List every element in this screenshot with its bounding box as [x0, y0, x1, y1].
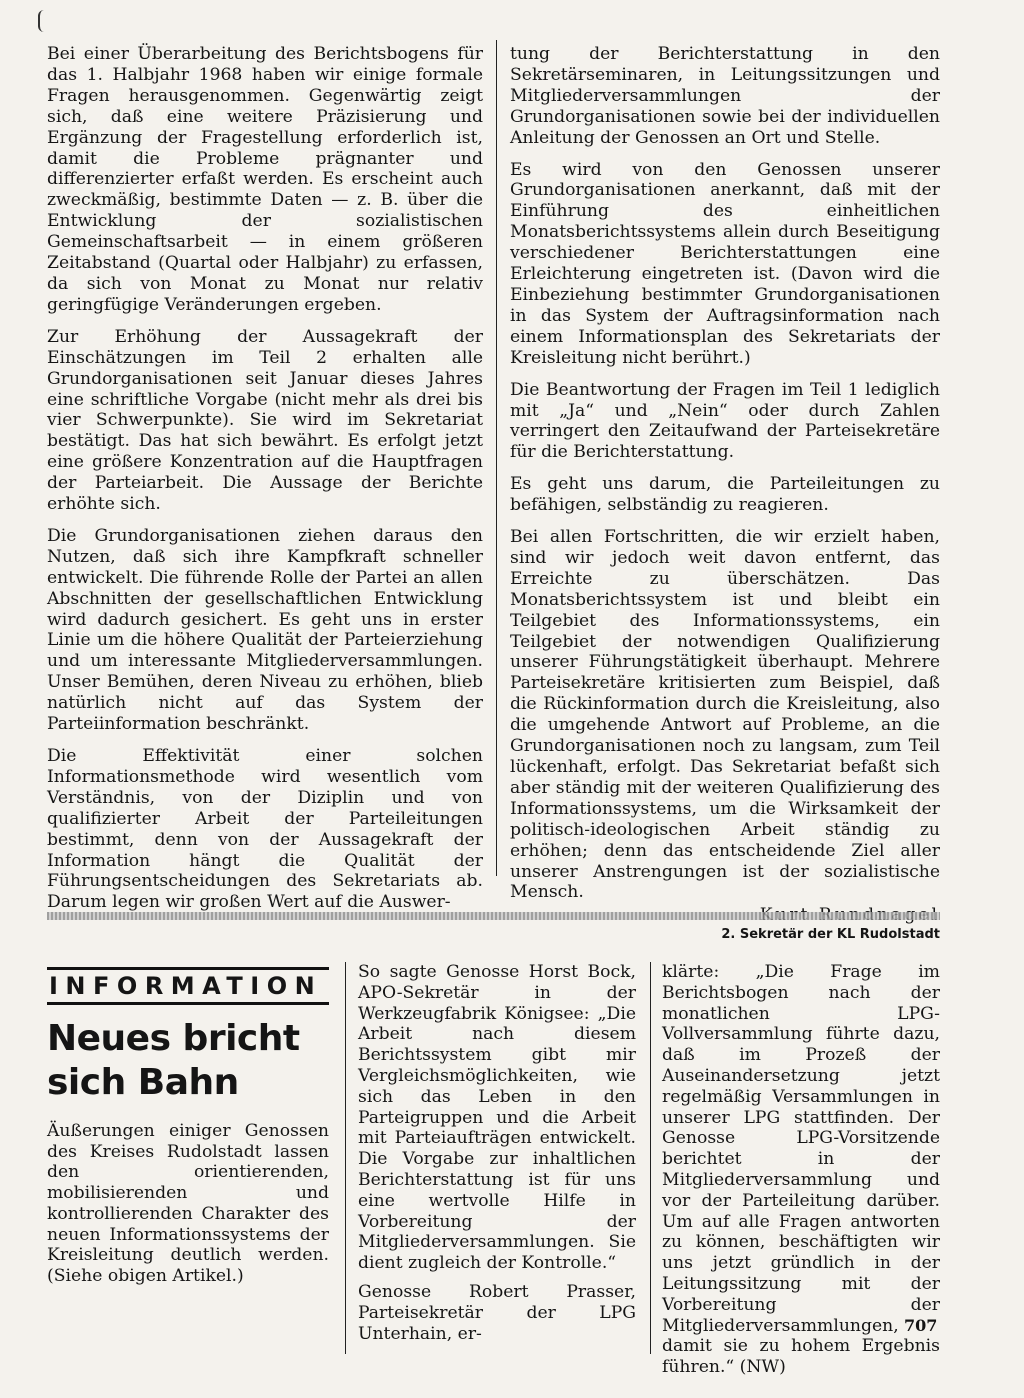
info-column-2: [662, 962, 940, 1386]
page-number: 707: [904, 1316, 938, 1335]
headline: Neues bricht sich Bahn: [47, 1018, 300, 1103]
paragraph: So sagte Genosse Horst Bock, APO-Sekretär in der Werkzeugfabrik Königsee: „Die Arbeit nach diesem Berichtssystem gibt mir Vergleichsmöglichkeiten, wie sich das Leben in den Parteigruppen und die Arbeit mit Parteiaufträgen entwickelt. Die Vorgabe zur inhaltlichen Berichterstattung ist für uns eine wertvolle Hilfe in Vorbereitung der Mitgliederversammlungen. Sie dient zugleich der Kontrolle.“: [358, 962, 636, 1274]
paragraph: Die Grundorganisationen ziehen daraus den Nutzen, daß sich ihre Kampfkraft schneller entwickelt. Die führende Rolle der Partei an allen Abschnitten der gesellschaftlichen Entwicklung wird dadurch gesichert. Es geht uns in erster Linie um die höhere Qualität der Parteierziehung und um interessante Mitgliederversammlungen. Unser Bemühen, deren Niveau zu erhöhen, blieb natürlich nicht auf das System der Parteiinformation beschränkt.: [47, 525, 483, 735]
section-divider: [47, 912, 940, 920]
paragraph: Es geht uns darum, die Parteileitungen zu befähigen, selbständig zu reagieren.: [510, 474, 940, 516]
paragraph: klärte: „Die Frage im Berichtsbogen nach der monatlichen LPG-Vollversammlung führte dazu, daß im Prozeß der Auseinandersetzung jetzt regelmäßig Versammlungen in unserer LPG stattfinden. Der Genosse LPG-Vorsitzende berichtet in der Mitgliederversammlung und vor der Parteileitung darüber. Um auf alle Fragen antworten zu können, beschäftigten wir uns jetzt gründlich in der Leitungssitzung mit der Vorbereitung der Mitgliederversammlungen, damit sie zu hohem Ergebnis führen.“ (NW): [662, 962, 940, 1378]
scan-corner-mark: [38, 10, 46, 32]
lead-paragraph: Äußerungen einiger Genossen des Kreises Rudolstadt lassen den orientierenden, mobilisierenden und kontrollierenden Charakter des neuen Informationssystems der Kreisleitung deutlich werden. (Siehe obigen Artikel.): [47, 1121, 329, 1286]
paragraph: Bei einer Überarbeitung des Berichtsbogens für das 1. Halbjahr 1968 haben wir einige formale Fragen herausgenommen. Gegenwärtig zeigt sich, daß eine weitere Präzisierung und Ergänzung der Fragestellung erforderlich ist, damit die Probleme prägnanter und differenzierter erfaßt werden. Es erscheint auch zweckmäßig, bestimmte Daten — z. B. über die Entwicklung der sozialistischen Gemeinschaftsarbeit — in einem größeren Zeitabstand (Quartal oder Halbjahr) zu erfassen, da sich von Monat zu Monat nur relativ geringfügige Veränderungen ergeben.: [47, 44, 483, 315]
paragraph: tung der Berichterstattung in den Sekretärseminaren, in Leitungssitzungen und Mitgliederversammlungen der Grundorganisationen sowie bei der individuellen Anleitung der Genossen an Ort und Stelle.: [510, 44, 940, 148]
paragraph: Zur Erhöhung der Aussagekraft der Einschätzungen im Teil 2 erhalten alle Grundorganisationen seit Januar dieses Jahres eine schriftliche Vorgabe (nicht mehr als drei bis vier Schwerpunkte). Sie wird im Sekretariat bestätigt. Das hat sich bewährt. Es erfolgt jetzt eine größere Konzentration auf die Hauptfragen der Parteiarbeit. Die Aussage der Berichte erhöhte sich.: [47, 326, 483, 515]
paragraph: Es wird von den Genossen unserer Grundorganisationen anerkannt, daß mit der Einführung des einheitlichen Monatsberichtssystems allein durch Beseitigung verschiedener Berichterstattungen eine Erleichterung eingetreten ist. (Davon wird die Einbeziehung bestimmter Grundorganisationen in das System der Auftragsinformation nach einem Informationsplan des Sekretariats der Kreisleitung nicht berührt.): [510, 159, 940, 368]
info-header: [47, 967, 329, 1105]
column-divider: [345, 962, 346, 1354]
paragraph: Die Effektivität einer solchen Informationsmethode wird wesentlich vom Verständnis, von der Diziplin und von qualifizierter Arbeit der Parteileitungen bestimmt, denn von der Aussagekraft der Information hängt die Qualität der Führungsentscheidungen des Sekretariats ab. Darum legen wir großen Wert auf die Auswer-: [47, 746, 483, 913]
column-divider: [496, 40, 497, 876]
paragraph: Bei allen Fortschritten, die wir erzielt haben, sind wir jedoch weit davon entfernt, das Erreichte zu überschätzen. Das Monatsberichtssystem ist und bleibt ein Teilgebiet des Informationssystems, ein Teilgebiet der notwendigen Qualifizierung unserer Führungstätigkeit überhaupt. Mehrere Parteisekretäre kritisierten zum Beispiel, daß die Rückinformation durch die Kreisleitung, also die umgehende Antwort auf Probleme, an die Grundorganisationen noch zu langsam, zum Teil lückenhaft, erfolgt. Das Sekretariat befaßt sich aber ständig mit der weiteren Qualifizierung des Informationssystems, um die Wirksamkeit der politisch-ideologischen Arbeit ständig zu erhöhen; denn das entscheidende Ziel aller unserer Anstrengungen ist der sozialistische Mensch.: [510, 527, 940, 903]
column-divider: [650, 962, 651, 1354]
info-column-1: [358, 962, 636, 1352]
paragraph: Genosse Robert Prasser, Parteisekretär der LPG Unterhain, er-: [358, 1281, 636, 1344]
paragraph: Die Beantwortung der Fragen im Teil 1 lediglich mit „Ja“ und „Nein“ oder durch Zahlen verringert den Zeitaufwand der Parteisekretäre für die Berichterstattung.: [510, 379, 940, 463]
article-column-2: [510, 44, 940, 944]
section-label: INFORMATION: [47, 967, 329, 1005]
signature-role: 2. Sekretär der KL Rudolstadt: [721, 927, 940, 943]
article-column-1: [47, 44, 483, 924]
